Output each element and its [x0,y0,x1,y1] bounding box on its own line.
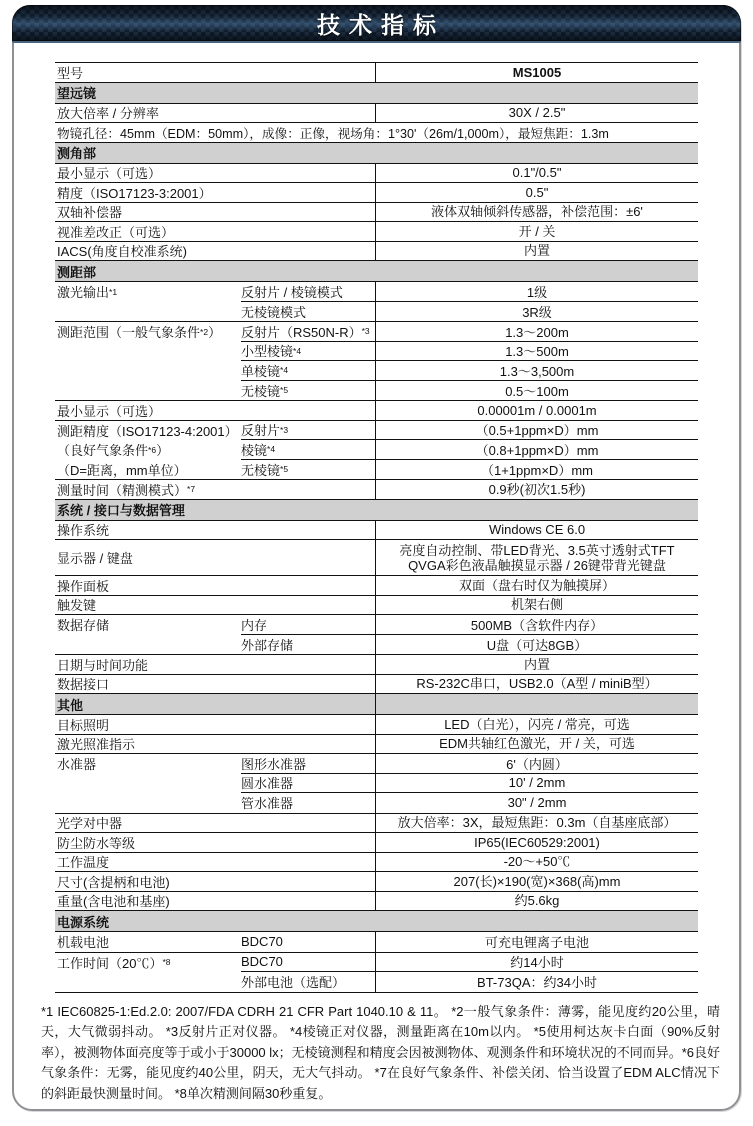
group-label [55,615,241,654]
row-value: 0.1"/0.5" [375,164,698,183]
row-label: 显示器 / 键盘 [57,551,133,566]
row-label: 防尘防水等级 [57,835,136,851]
spec-row [55,833,698,853]
subrow-label: 无棱镜模式 [241,304,307,320]
subrow-value: U盘（可达8GB） [375,635,698,655]
row-label: 光学对中器 [57,816,123,832]
group-label [55,282,241,321]
subrow-label: 反射片 *3 [241,423,289,439]
group-subrows [241,615,698,654]
spec-subrow [241,953,698,973]
group-subrows [241,322,698,400]
spec-row [55,521,698,541]
row-value: 0.00001m / 0.0001m [375,401,698,420]
spec-row [55,480,698,500]
row-label: 测量时间（精测模式） *7 [57,482,196,498]
subrow-value: 1.3～200m [375,322,698,341]
subrow-label: 无棱镜 *5 [241,383,289,399]
subrow-value: 1.3～500m [375,342,698,361]
group-label [55,322,241,400]
spec-group-row [55,421,698,481]
spec-subrow [241,460,698,480]
section-row [55,143,698,164]
group-subrows [241,421,698,480]
spec-table [55,62,698,993]
spec-group-row [55,754,698,814]
group-label [55,932,241,952]
section-row [55,694,698,715]
row-value: 207(长)×190(宽)×368(高)mm [375,872,698,891]
row-value: 开 / 关 [375,222,698,241]
row-value: 0.5" [375,183,698,202]
subrow-value: 10' / 2mm [375,774,698,793]
spec-row [55,892,698,912]
group-label-line: （D=距离，mm单位） [57,462,187,478]
spec-row [55,222,698,242]
row-label: 型号 [57,65,84,81]
subrow-label: 单棱镜 *4 [241,363,289,379]
group-label-line: 数据存储 [57,618,110,634]
subrow-label: 反射片（RS50N-R） *3 [241,324,370,340]
subrow-value: 3R级 [375,302,698,322]
group-label [55,421,241,480]
row-value: 内置 [375,242,698,261]
spec-row [55,655,698,675]
spec-row [55,853,698,873]
row-label: 重量(含电池和基座) [57,894,170,910]
spec-subrow [241,381,698,401]
group-label-line: 机载电池 [57,935,110,951]
group-label-line: 水准器 [57,757,97,773]
section-row [55,83,698,104]
spec-subrow [241,754,698,774]
spec-row [55,715,698,735]
spec-subrow [241,635,698,655]
group-label [55,953,241,992]
row-value: 机架右侧 [375,596,698,615]
row-label: 操作系统 [57,523,110,539]
row-label: IACS(角度自校准系统) [57,244,188,260]
subrow-label: BDC70 [241,934,283,950]
spec-row [55,596,698,616]
spec-subrow [241,793,698,813]
group-label-line: 测距范围（一般气象条件 *2 ） [57,325,222,341]
row-label: 最小显示（可选） [57,166,162,182]
row-value: 双面（盘右时仅为触摸屏） [375,576,698,595]
subrow-value: 6'（内圆） [375,754,698,773]
row-value: RS-232C串口，USB2.0（A型 / miniB型） [375,675,698,694]
group-label [55,754,241,813]
row-value: 30X / 2.5" [375,104,698,123]
spec-subrow [241,361,698,381]
group-label-line: 激光输出 *1 [57,285,118,301]
subrow-value: 0.5～100m [375,381,698,401]
row-value: MS1005 [375,63,698,82]
row-value: Windows CE 6.0 [375,521,698,540]
row-label: 工作温度 [57,855,110,871]
row-value: 液体双轴倾斜传感器，补偿范围：±6' [375,203,698,222]
spec-subrow [241,615,698,635]
row-value: 放大倍率：3X，最短焦距：0.3m（自基座底部） [375,814,698,833]
spec-row [55,164,698,184]
spec-row [55,183,698,203]
section-value-cell [375,694,698,714]
footnotes: *1 IEC60825-1:Ed.2.0: 2007/FDA CDRH 21 CFR Part 1040.10 & 11。 *2一般气象条件：薄雾，能见度约20公里，晴天，大气微弱抖动。 *3反射片正对仪器。 *4棱镜正对仪器，测量距离在10m以内。 *5使用柯达灰卡白面（90%反射率），被测物体面亮度等于或小于30000 lx；无棱镜测程和精度会因被测物体、观测条件和环境状况的不同而异。*6良好气象条件：无雾，能见度约40公里，阴天，无大气抖动。 *7在良好气象条件、补偿关闭、恰当设置了EDM ALC情况下的斜距最快测量时间。 *8单次精测间隔30秒重复。 [41,1003,720,1101]
spec-row [55,401,698,421]
section-row [55,261,698,282]
section-row [55,911,698,932]
spec-group-row [55,615,698,655]
subrow-value: 500MB（含软件内存） [375,615,698,634]
subrow-value: （1+1ppm×D）mm [375,460,698,480]
row-label: 尺寸(含提柄和电池) [57,874,170,890]
subrow-value: （0.5+1ppm×D）mm [375,421,698,440]
group-label-line: 测距精度（ISO17123-4:2001） [57,423,238,439]
spec-subrow [241,282,698,302]
subrow-value: 1级 [375,282,698,301]
row-value: 0.9秒(初次1.5秒) [375,480,698,499]
row-value: EDM共轴红色激光，开 / 关，可选 [375,735,698,754]
row-label: 日期与时间功能 [57,657,149,673]
row-label: 最小显示（可选） [57,403,162,419]
row-label: 操作面板 [57,578,110,594]
subrow-value: BT-73QA：约34小时 [375,972,698,992]
spec-row-fullwidth: 物镜孔径：45mm（EDM：50mm），成像：正像，视场角：1°30'（26m/1,000m），最短焦距：1.3m [55,123,698,143]
subrow-label: 反射片 / 棱镜模式 [241,284,343,300]
section-label: 系统 / 接口与数据管理 [57,503,185,518]
spec-subrow [241,932,698,952]
row-value: IP65(IEC60529:2001) [375,833,698,852]
spec-subrow [241,972,698,992]
row-label: 数据接口 [57,677,110,693]
row-label: 激光照准指示 [57,737,136,753]
row-label: 触发键 [57,598,97,614]
spec-subrow [241,322,698,342]
subrow-label: 内存 [241,617,268,633]
spec-group-row [55,932,698,953]
spec-row [55,104,698,124]
row-label: 目标照明 [57,717,110,733]
section-label: 测角部 [57,146,97,161]
spec-row [55,242,698,262]
row-value: LED（白光），闪亮 / 常亮，可选 [375,715,698,734]
spec-group-row [55,322,698,401]
row-value: -20～+50℃ [375,853,698,872]
subrow-label: BDC70 [241,954,283,970]
group-label-line: （良好气象条件 *6 ） [57,443,170,459]
spec-row [55,576,698,596]
subrow-value: 约14小时 [375,953,698,972]
subrow-label: 外部电池（选配） [241,975,346,991]
section-label: 电源系统 [57,914,110,930]
header-banner [12,5,741,43]
row-label: 放大倍率 / 分辨率 [57,106,159,122]
spec-row [55,540,698,576]
spec-subrow [241,774,698,794]
subrow-label: 图形水准器 [241,756,307,772]
subrow-label: 外部存储 [241,637,294,653]
spec-row [55,675,698,695]
subrow-label: 无棱镜 *5 [241,462,289,478]
spec-row [55,735,698,755]
group-subrows [241,282,698,321]
section-label: 测距部 [57,264,97,280]
subrow-label: 小型棱镜 *4 [241,344,302,360]
subrow-value: 可充电锂离子电池 [375,932,698,952]
spec-subrow [241,302,698,322]
subrow-value: 30" / 2mm [375,793,698,813]
subrow-label: 棱镜 *4 [241,442,276,458]
row-value: 亮度自动控制、带LED背光、3.5英寸透射式TFT QVGA彩色液晶触摸显示器 / 26键带背光键盘 [375,540,698,575]
section-label: 其他 [57,697,84,713]
spec-row [55,872,698,892]
row-label: 双轴补偿器 [57,205,123,221]
row-value: 约5.6kg [375,892,698,911]
spec-subrow [241,342,698,362]
section-row [55,500,698,521]
subrow-value: （0.8+1ppm×D）mm [375,440,698,459]
row-value: 内置 [375,655,698,674]
subrow-label: 管水准器 [241,796,294,812]
group-subrows [241,953,698,992]
page-title: 技术指标 [317,11,445,38]
subrow-value: 1.3～3,500m [375,361,698,380]
spec-subrow [241,421,698,441]
section-label: 望远镜 [57,86,97,101]
spec-row [55,63,698,83]
row-label: 视准差改正（可选） [57,224,175,240]
spec-group-row [55,282,698,322]
group-label-line: 工作时间（20℃） *8 [57,955,171,971]
group-subrows [241,754,698,813]
spec-subrow [241,440,698,460]
spec-row [55,203,698,223]
subrow-label: 圆水准器 [241,776,294,792]
page-content [41,62,720,1104]
group-subrows [241,932,698,952]
row-label: 精度（ISO17123-3:2001） [57,185,212,201]
spec-row [55,814,698,834]
spec-group-row [55,953,698,993]
